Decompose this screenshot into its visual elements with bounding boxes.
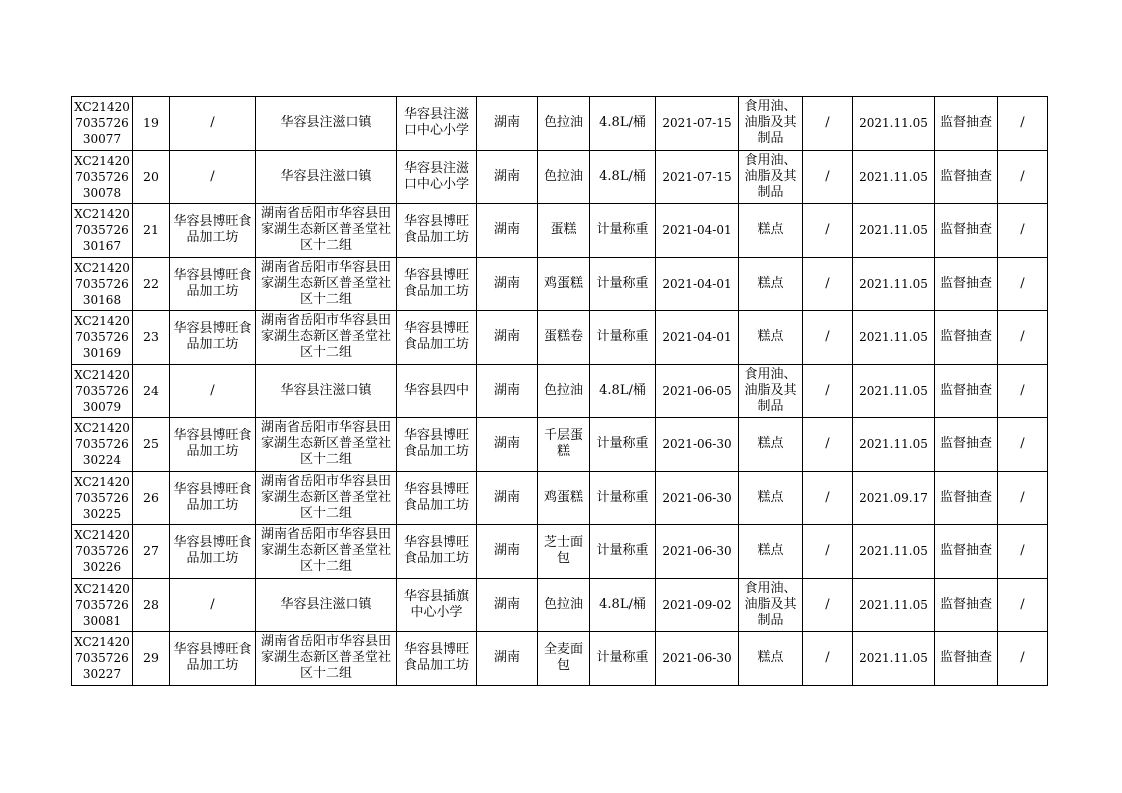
task-source-cell: 监督抽查 bbox=[935, 204, 998, 258]
unqualified-item-cell: / bbox=[803, 471, 853, 525]
task-source-cell: 监督抽查 bbox=[935, 364, 998, 418]
sample-code-cell: XC21420703572630167 bbox=[72, 204, 133, 258]
producer-name-cell: / bbox=[170, 150, 256, 204]
sample-code-cell: XC21420703572630168 bbox=[72, 257, 133, 311]
task-source-cell: 监督抽查 bbox=[935, 578, 998, 632]
production-date-cell: 2021-04-01 bbox=[656, 311, 739, 365]
production-date-cell: 2021-07-15 bbox=[656, 150, 739, 204]
sequence-number-cell: 21 bbox=[133, 204, 170, 258]
sampled-unit-cell: 华容县注滋口中心小学 bbox=[397, 150, 477, 204]
unqualified-item-cell: / bbox=[803, 311, 853, 365]
specification-cell: 4.8L/桶 bbox=[590, 150, 656, 204]
producer-address-cell: 湖南省岳阳市华容县田家湖生态新区普圣堂社区十二组 bbox=[256, 204, 397, 258]
sampled-unit-cell: 华容县博旺食品加工坊 bbox=[397, 204, 477, 258]
unqualified-item-cell: / bbox=[803, 525, 853, 579]
sequence-number-cell: 22 bbox=[133, 257, 170, 311]
remark-cell: / bbox=[998, 578, 1048, 632]
food-category-cell: 糕点 bbox=[739, 204, 803, 258]
remark-cell: / bbox=[998, 150, 1048, 204]
province-cell: 湖南 bbox=[477, 150, 538, 204]
specification-cell: 计量称重 bbox=[590, 525, 656, 579]
sequence-number-cell: 28 bbox=[133, 578, 170, 632]
specification-cell: 计量称重 bbox=[590, 311, 656, 365]
task-source-cell: 监督抽查 bbox=[935, 257, 998, 311]
production-date-cell: 2021-06-30 bbox=[656, 632, 739, 686]
product-name-cell: 鸡蛋糕 bbox=[538, 257, 590, 311]
producer-address-cell: 湖南省岳阳市华容县田家湖生态新区普圣堂社区十二组 bbox=[256, 418, 397, 472]
sequence-number-cell: 25 bbox=[133, 418, 170, 472]
product-name-cell: 色拉油 bbox=[538, 578, 590, 632]
province-cell: 湖南 bbox=[477, 311, 538, 365]
producer-address-cell: 华容县注滋口镇 bbox=[256, 97, 397, 151]
remark-cell: / bbox=[998, 257, 1048, 311]
sampled-unit-cell: 华容县博旺食品加工坊 bbox=[397, 525, 477, 579]
inspection-date-cell: 2021.09.17 bbox=[853, 471, 935, 525]
production-date-cell: 2021-04-01 bbox=[656, 204, 739, 258]
table-row bbox=[72, 364, 1048, 418]
production-date-cell: 2021-06-30 bbox=[656, 525, 739, 579]
table-row bbox=[72, 418, 1048, 472]
producer-name-cell: 华容县博旺食品加工坊 bbox=[170, 471, 256, 525]
remark-cell: / bbox=[998, 418, 1048, 472]
unqualified-item-cell: / bbox=[803, 257, 853, 311]
table-row bbox=[72, 97, 1048, 151]
producer-name-cell: / bbox=[170, 97, 256, 151]
producer-name-cell: 华容县博旺食品加工坊 bbox=[170, 204, 256, 258]
table-row bbox=[72, 204, 1048, 258]
sequence-number-cell: 19 bbox=[133, 97, 170, 151]
inspection-date-cell: 2021.11.05 bbox=[853, 204, 935, 258]
product-name-cell: 蛋糕 bbox=[538, 204, 590, 258]
inspection-date-cell: 2021.11.05 bbox=[853, 418, 935, 472]
table-row bbox=[72, 257, 1048, 311]
food-category-cell: 糕点 bbox=[739, 311, 803, 365]
province-cell: 湖南 bbox=[477, 525, 538, 579]
sampled-unit-cell: 华容县注滋口中心小学 bbox=[397, 97, 477, 151]
specification-cell: 计量称重 bbox=[590, 257, 656, 311]
producer-address-cell: 华容县注滋口镇 bbox=[256, 150, 397, 204]
remark-cell: / bbox=[998, 311, 1048, 365]
product-name-cell: 色拉油 bbox=[538, 97, 590, 151]
product-name-cell: 全麦面包 bbox=[538, 632, 590, 686]
product-name-cell: 蛋糕卷 bbox=[538, 311, 590, 365]
specification-cell: 计量称重 bbox=[590, 471, 656, 525]
product-name-cell: 色拉油 bbox=[538, 150, 590, 204]
sequence-number-cell: 26 bbox=[133, 471, 170, 525]
specification-cell: 计量称重 bbox=[590, 418, 656, 472]
food-category-cell: 食用油、油脂及其制品 bbox=[739, 97, 803, 151]
specification-cell: 计量称重 bbox=[590, 204, 656, 258]
province-cell: 湖南 bbox=[477, 257, 538, 311]
producer-name-cell: 华容县博旺食品加工坊 bbox=[170, 311, 256, 365]
food-category-cell: 食用油、油脂及其制品 bbox=[739, 364, 803, 418]
sampled-unit-cell: 华容县博旺食品加工坊 bbox=[397, 418, 477, 472]
table-row bbox=[72, 471, 1048, 525]
sequence-number-cell: 29 bbox=[133, 632, 170, 686]
sample-code-cell: XC21420703572630078 bbox=[72, 150, 133, 204]
remark-cell: / bbox=[998, 364, 1048, 418]
task-source-cell: 监督抽查 bbox=[935, 97, 998, 151]
sample-code-cell: XC21420703572630227 bbox=[72, 632, 133, 686]
sample-code-cell: XC21420703572630225 bbox=[72, 471, 133, 525]
task-source-cell: 监督抽查 bbox=[935, 311, 998, 365]
product-name-cell: 色拉油 bbox=[538, 364, 590, 418]
sequence-number-cell: 23 bbox=[133, 311, 170, 365]
sampled-unit-cell: 华容县四中 bbox=[397, 364, 477, 418]
table-body bbox=[72, 97, 1048, 686]
remark-cell: / bbox=[998, 471, 1048, 525]
table-row bbox=[72, 632, 1048, 686]
producer-name-cell: 华容县博旺食品加工坊 bbox=[170, 257, 256, 311]
food-category-cell: 食用油、油脂及其制品 bbox=[739, 150, 803, 204]
unqualified-item-cell: / bbox=[803, 150, 853, 204]
food-category-cell: 糕点 bbox=[739, 418, 803, 472]
production-date-cell: 2021-06-30 bbox=[656, 418, 739, 472]
producer-address-cell: 湖南省岳阳市华容县田家湖生态新区普圣堂社区十二组 bbox=[256, 311, 397, 365]
sequence-number-cell: 24 bbox=[133, 364, 170, 418]
unqualified-item-cell: / bbox=[803, 364, 853, 418]
remark-cell: / bbox=[998, 525, 1048, 579]
inspection-date-cell: 2021.11.05 bbox=[853, 257, 935, 311]
sample-code-cell: XC21420703572630226 bbox=[72, 525, 133, 579]
sample-code-cell: XC21420703572630169 bbox=[72, 311, 133, 365]
province-cell: 湖南 bbox=[477, 97, 538, 151]
product-name-cell: 鸡蛋糕 bbox=[538, 471, 590, 525]
producer-address-cell: 湖南省岳阳市华容县田家湖生态新区普圣堂社区十二组 bbox=[256, 257, 397, 311]
sampled-unit-cell: 华容县博旺食品加工坊 bbox=[397, 257, 477, 311]
table-row bbox=[72, 525, 1048, 579]
sample-code-cell: XC21420703572630079 bbox=[72, 364, 133, 418]
producer-name-cell: / bbox=[170, 364, 256, 418]
sampled-unit-cell: 华容县博旺食品加工坊 bbox=[397, 632, 477, 686]
inspection-date-cell: 2021.11.05 bbox=[853, 150, 935, 204]
task-source-cell: 监督抽查 bbox=[935, 525, 998, 579]
sample-code-cell: XC21420703572630224 bbox=[72, 418, 133, 472]
production-date-cell: 2021-06-30 bbox=[656, 471, 739, 525]
specification-cell: 4.8L/桶 bbox=[590, 364, 656, 418]
table-row bbox=[72, 150, 1048, 204]
task-source-cell: 监督抽查 bbox=[935, 632, 998, 686]
food-category-cell: 糕点 bbox=[739, 525, 803, 579]
remark-cell: / bbox=[998, 97, 1048, 151]
unqualified-item-cell: / bbox=[803, 578, 853, 632]
task-source-cell: 监督抽查 bbox=[935, 471, 998, 525]
producer-address-cell: 华容县注滋口镇 bbox=[256, 578, 397, 632]
product-name-cell: 千层蛋糕 bbox=[538, 418, 590, 472]
table-row bbox=[72, 578, 1048, 632]
task-source-cell: 监督抽查 bbox=[935, 418, 998, 472]
province-cell: 湖南 bbox=[477, 632, 538, 686]
sampled-unit-cell: 华容县博旺食品加工坊 bbox=[397, 471, 477, 525]
specification-cell: 计量称重 bbox=[590, 632, 656, 686]
province-cell: 湖南 bbox=[477, 204, 538, 258]
producer-name-cell: 华容县博旺食品加工坊 bbox=[170, 525, 256, 579]
province-cell: 湖南 bbox=[477, 471, 538, 525]
inspection-date-cell: 2021.11.05 bbox=[853, 632, 935, 686]
producer-address-cell: 湖南省岳阳市华容县田家湖生态新区普圣堂社区十二组 bbox=[256, 525, 397, 579]
producer-address-cell: 湖南省岳阳市华容县田家湖生态新区普圣堂社区十二组 bbox=[256, 471, 397, 525]
unqualified-item-cell: / bbox=[803, 204, 853, 258]
unqualified-item-cell: / bbox=[803, 418, 853, 472]
producer-name-cell: / bbox=[170, 578, 256, 632]
inspection-results-table bbox=[71, 96, 1048, 686]
inspection-date-cell: 2021.11.05 bbox=[853, 311, 935, 365]
sequence-number-cell: 27 bbox=[133, 525, 170, 579]
food-category-cell: 糕点 bbox=[739, 632, 803, 686]
remark-cell: / bbox=[998, 632, 1048, 686]
sampled-unit-cell: 华容县博旺食品加工坊 bbox=[397, 311, 477, 365]
production-date-cell: 2021-06-05 bbox=[656, 364, 739, 418]
province-cell: 湖南 bbox=[477, 578, 538, 632]
specification-cell: 4.8L/桶 bbox=[590, 578, 656, 632]
specification-cell: 4.8L/桶 bbox=[590, 97, 656, 151]
inspection-date-cell: 2021.11.05 bbox=[853, 97, 935, 151]
production-date-cell: 2021-09-02 bbox=[656, 578, 739, 632]
sequence-number-cell: 20 bbox=[133, 150, 170, 204]
food-category-cell: 糕点 bbox=[739, 257, 803, 311]
province-cell: 湖南 bbox=[477, 418, 538, 472]
producer-name-cell: 华容县博旺食品加工坊 bbox=[170, 632, 256, 686]
unqualified-item-cell: / bbox=[803, 632, 853, 686]
province-cell: 湖南 bbox=[477, 364, 538, 418]
producer-address-cell: 华容县注滋口镇 bbox=[256, 364, 397, 418]
task-source-cell: 监督抽查 bbox=[935, 150, 998, 204]
production-date-cell: 2021-07-15 bbox=[656, 97, 739, 151]
production-date-cell: 2021-04-01 bbox=[656, 257, 739, 311]
table-row bbox=[72, 311, 1048, 365]
inspection-date-cell: 2021.11.05 bbox=[853, 578, 935, 632]
inspection-date-cell: 2021.11.05 bbox=[853, 364, 935, 418]
inspection-date-cell: 2021.11.05 bbox=[853, 525, 935, 579]
sample-code-cell: XC21420703572630081 bbox=[72, 578, 133, 632]
food-category-cell: 食用油、油脂及其制品 bbox=[739, 578, 803, 632]
producer-address-cell: 湖南省岳阳市华容县田家湖生态新区普圣堂社区十二组 bbox=[256, 632, 397, 686]
remark-cell: / bbox=[998, 204, 1048, 258]
sampled-unit-cell: 华容县插旗中心小学 bbox=[397, 578, 477, 632]
producer-name-cell: 华容县博旺食品加工坊 bbox=[170, 418, 256, 472]
product-name-cell: 芝士面包 bbox=[538, 525, 590, 579]
sample-code-cell: XC21420703572630077 bbox=[72, 97, 133, 151]
unqualified-item-cell: / bbox=[803, 97, 853, 151]
food-category-cell: 糕点 bbox=[739, 471, 803, 525]
